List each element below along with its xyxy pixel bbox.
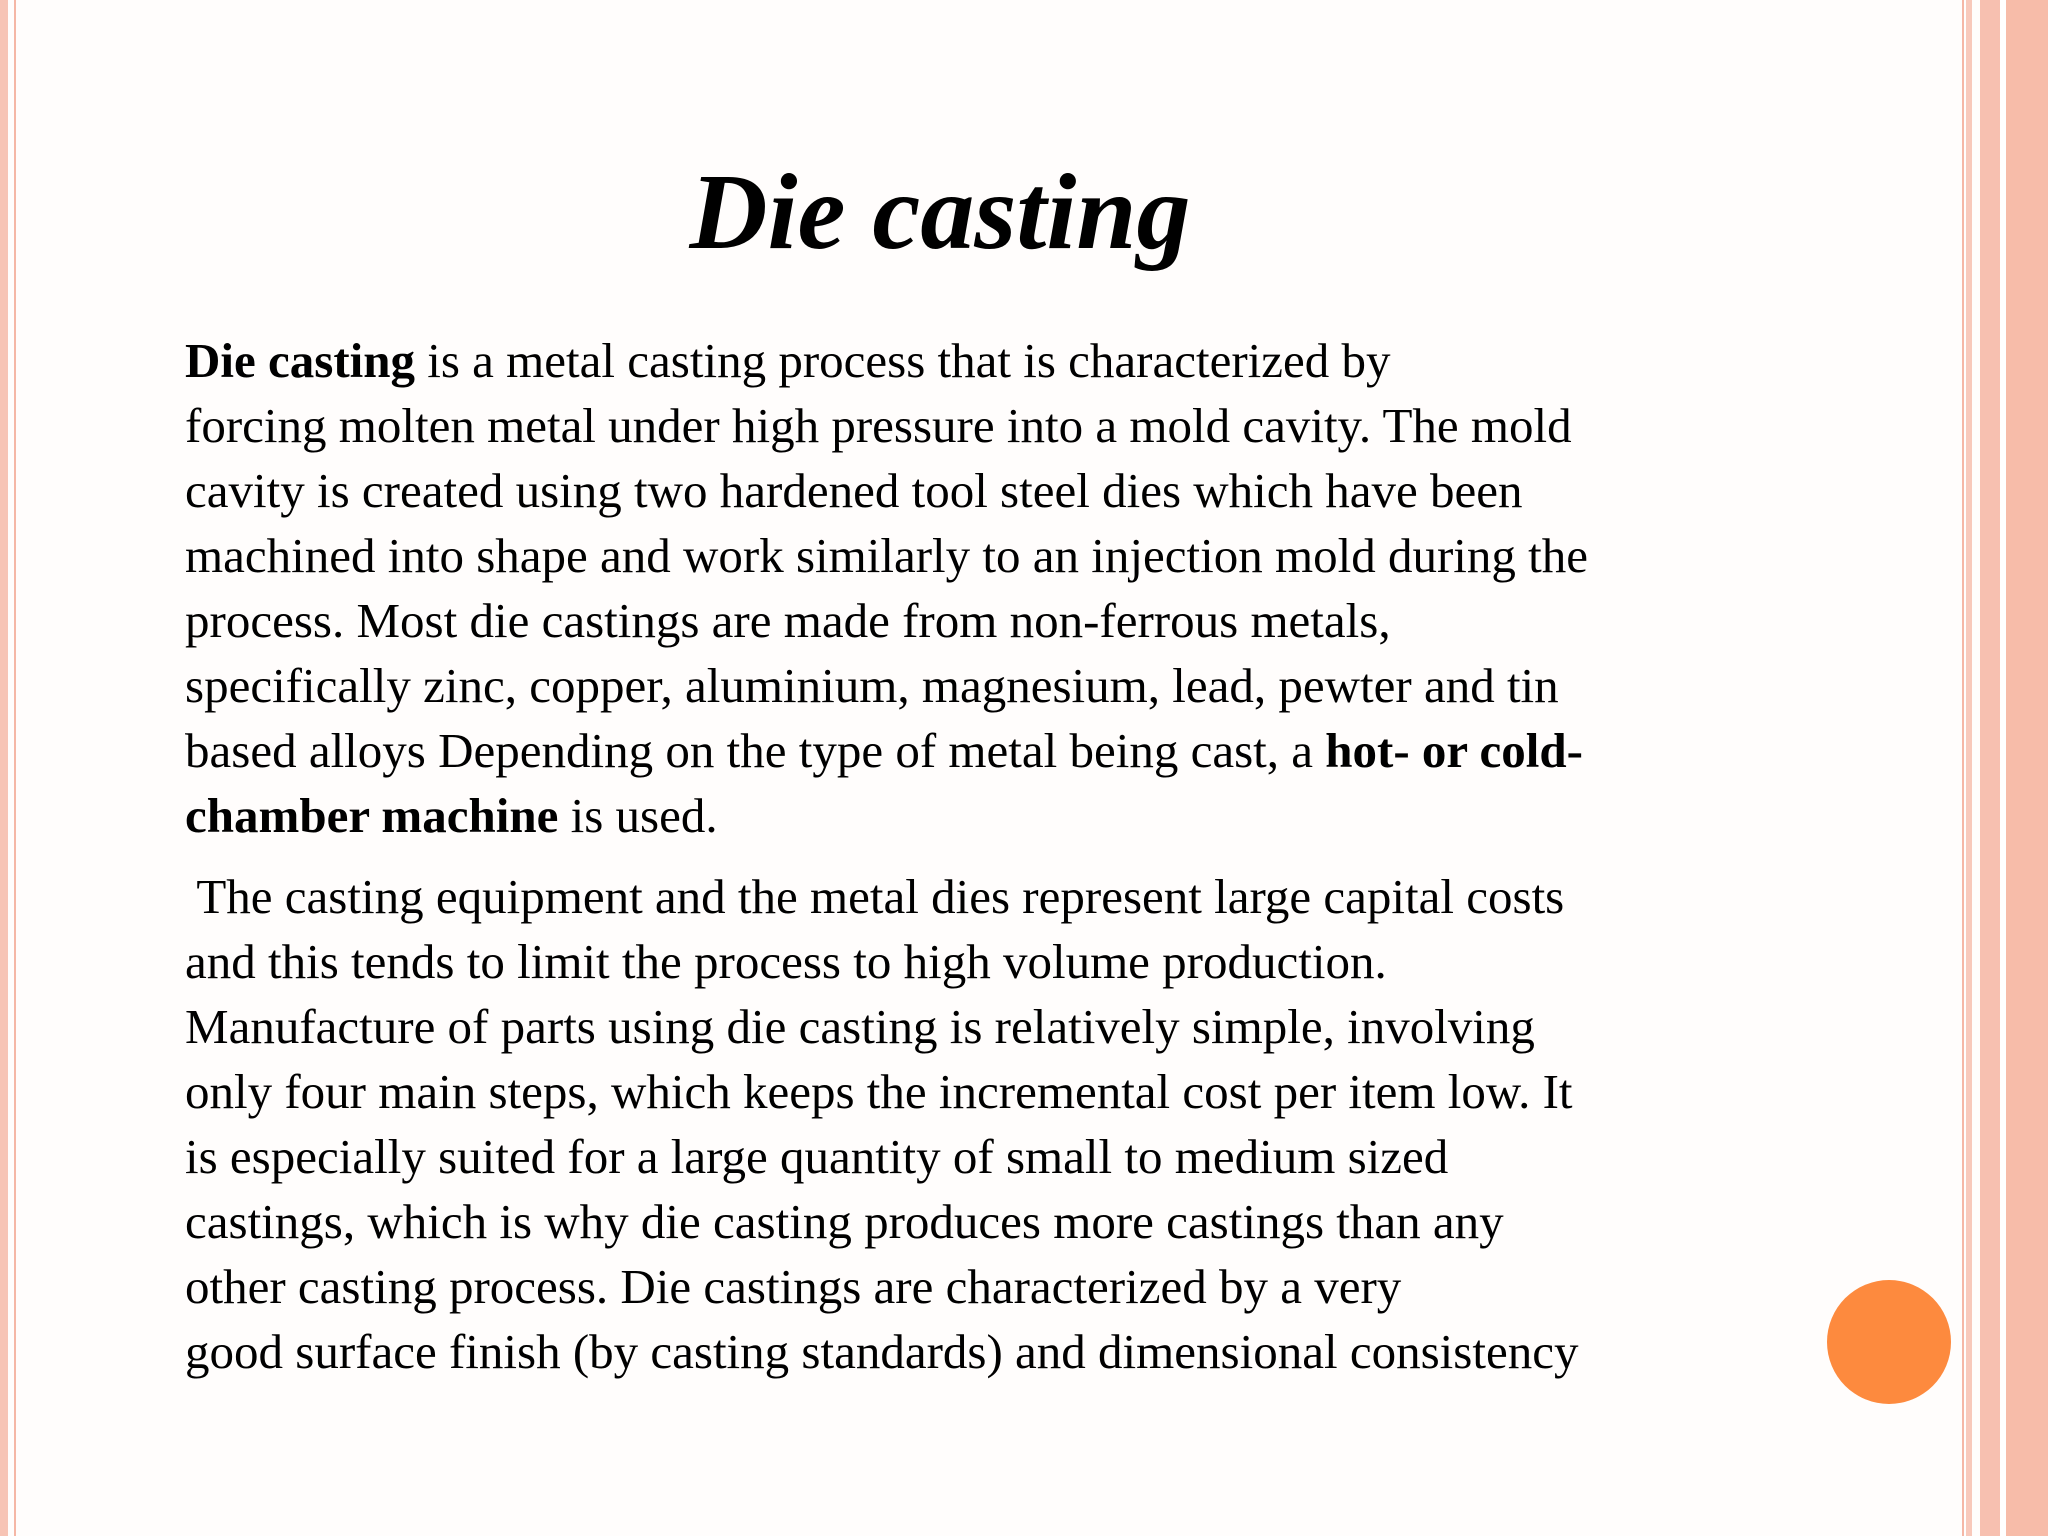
paragraph-economics: [185, 864, 1755, 1384]
text-line: process. Most die castings are made from non-ferrous metals,: [185, 593, 1391, 648]
right-border-band: [1980, 0, 2000, 1536]
text-line: [185, 783, 1755, 848]
decorative-orange-circle: [1827, 1280, 1951, 1404]
text-line: only four main steps, which keeps the incremental cost per item low. It: [185, 1064, 1573, 1119]
text-line: specifically zinc, copper, aluminium, magnesium, lead, pewter and tin: [185, 658, 1559, 713]
text-span: is a metal casting process that is characterized by: [415, 333, 1391, 388]
bold-term: hot- or cold-: [1325, 723, 1583, 778]
text-line: and this tends to limit the process to high volume production.: [185, 934, 1387, 989]
bold-term: chamber machine: [185, 788, 559, 843]
slide-title: Die casting: [689, 153, 1191, 272]
text-line: machined into shape and work similarly to an injection mold during the: [185, 528, 1589, 583]
text-line: cavity is created using two hardened tool steel dies which have been: [185, 463, 1523, 518]
text-line: [185, 328, 1755, 393]
right-border-line: [1962, 0, 1964, 1536]
paragraph-definition: [185, 328, 1755, 848]
text-line: castings, which is why die casting produces more castings than any: [185, 1194, 1504, 1249]
text-line: other casting process. Die castings are characterized by a very: [185, 1259, 1402, 1314]
text-span: is used.: [558, 788, 718, 843]
text-line: forcing molten metal under high pressure into a mold cavity. The mold: [185, 398, 1572, 453]
text-span: based alloys Depending on the type of metal being cast, a: [185, 723, 1326, 778]
text-line: is especially suited for a large quantity of small to medium sized: [185, 1129, 1449, 1184]
text-line: Manufacture of parts using die casting is relatively simple, involving: [185, 999, 1535, 1054]
bold-term: Die casting: [185, 333, 415, 388]
text-line: The casting equipment and the metal dies represent large capital costs: [185, 869, 1565, 924]
text-line: good surface finish (by casting standards) and dimensional consistency: [185, 1324, 1579, 1379]
text-line: [185, 718, 1755, 783]
slide-body: [185, 328, 1755, 1384]
right-border-band-outer: [2006, 0, 2048, 1536]
right-border-stripe: [1966, 0, 1972, 1536]
